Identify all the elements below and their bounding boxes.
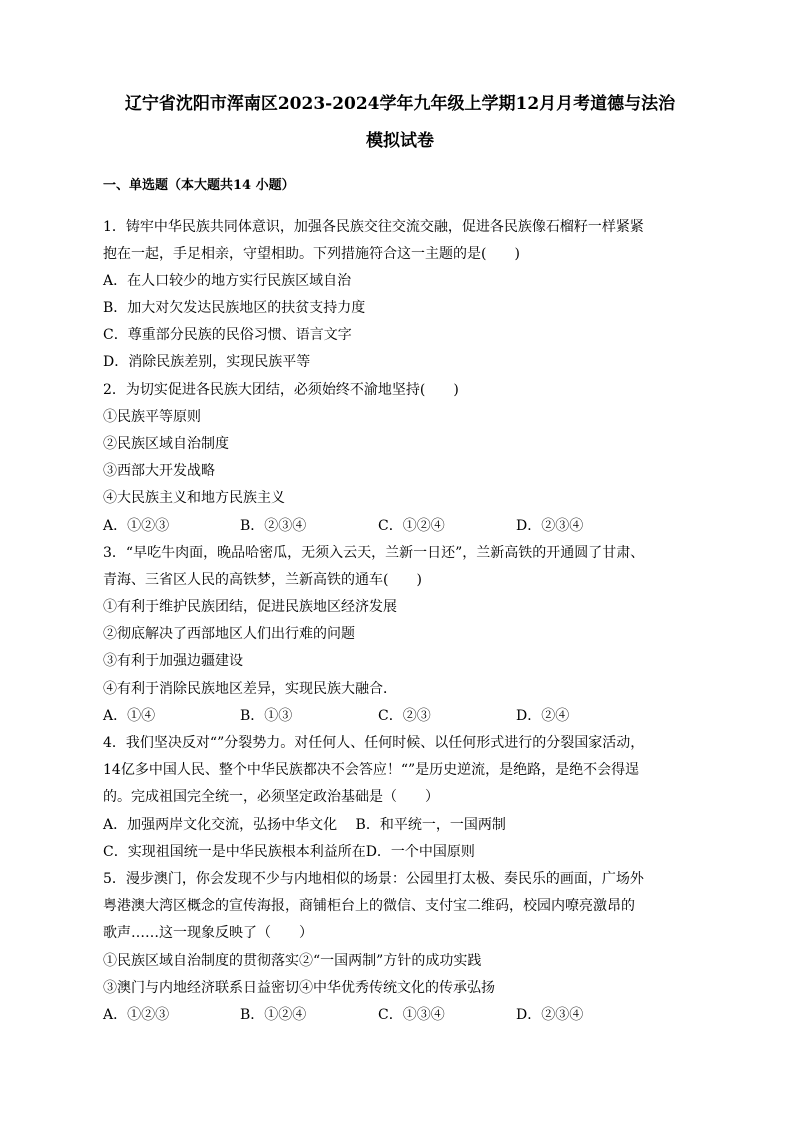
q3-item-1: ①有利于维护民族团结，促进民族地区经济发展 (103, 599, 397, 615)
q4-stem-line-3: 的。完成祖国完全统一，必须坚定政治基础是（ ） (103, 789, 439, 805)
q5-stem-line-2: 粤港澳大湾区概念的宣传海报，商铺柜台上的微信、支付宝二维码，校园内嘹亮激昂的 (103, 898, 635, 914)
q3-option-b: B．①③ (240, 708, 293, 724)
q1-stem-line-2: 抱在一起，手足相亲，守望相助。下列措施符合这一主题的是( ) (103, 246, 520, 262)
q5-option-d: D．②③④ (516, 1007, 584, 1023)
q2-option-d: D．②③④ (516, 518, 584, 534)
q5-option-b: B．①②④ (240, 1007, 307, 1023)
q3-option-d: D．②④ (516, 708, 570, 724)
q2-stem: 2．为切实促进各民族大团结，必须始终不渝地坚持( ) (103, 382, 459, 398)
q1-option-a: A．在人口较少的地方实行民族区域自治 (103, 273, 352, 289)
exam-title-line-1: 辽宁省沈阳市浑南区2023-2024学年九年级上学期12月月考道德与法治 (124, 94, 676, 114)
q5-option-a: A．①②③ (103, 1007, 170, 1023)
q2-item-4: ④大民族主义和地方民族主义 (103, 490, 285, 506)
q5-option-c: C．①③④ (378, 1007, 445, 1023)
section-heading: 一、单选题（本大题共14 小题） (103, 178, 295, 193)
q3-item-3: ③有利于加强边疆建设 (103, 653, 243, 669)
q3-option-a: A．①④ (103, 708, 156, 724)
q1-option-d: D．消除民族差别，实现民族平等 (103, 354, 311, 370)
q3-stem-line-2: 青海、三省区人民的高铁梦，兰新高铁的通车( ) (103, 572, 422, 588)
q2-item-3: ③西部大开发战略 (103, 463, 215, 479)
q4-stem-line-2: 14亿多中国人民、整个中华民族都决不会答应！“”是历史逆流，是绝路，是绝不会得逞 (103, 762, 640, 778)
q2-option-c: C．①②④ (378, 518, 445, 534)
q2-option-b: B．②③④ (240, 518, 307, 534)
q2-option-a: A．①②③ (103, 518, 170, 534)
q3-stem-line-1: 3．“早吃牛肉面，晚品哈密瓜，无须入云天，兰新一日还”，兰新高铁的开通圆了甘肃、 (103, 545, 645, 561)
q3-option-c: C．②③ (378, 708, 431, 724)
q2-item-2: ②民族区域自治制度 (103, 436, 229, 452)
q1-option-c: C．尊重部分民族的民俗习惯、语言文字 (103, 327, 352, 343)
q3-item-4: ④有利于消除民族地区差异，实现民族大融合． (103, 681, 397, 697)
q2-item-1: ①民族平等原则 (103, 409, 201, 425)
q1-stem-line-1: 1．铸牢中华民族共同体意识，加强各民族交往交流交融，促进各民族像石榴籽一样紧紧 (103, 219, 644, 235)
q3-item-2: ②彻底解决了西部地区人们出行难的问题 (103, 626, 355, 642)
q5-stem-line-3: 歌声……这一现象反映了（ ） (103, 925, 313, 941)
q4-options-cd: C．实现祖国统一是中华民族根本利益所在D．一个中国原则 (103, 844, 475, 860)
q5-items-1-2: ①民族区域自治制度的贯彻落实②“一国两制”方针的成功实践 (103, 953, 482, 969)
q5-items-3-4: ③澳门与内地经济联系日益密切④中华优秀传统文化的传承弘扬 (103, 980, 495, 996)
q5-stem-line-1: 5．漫步澳门，你会发现不少与内地相似的场景：公园里打太极、奏民乐的画面，广场外 (103, 871, 644, 887)
q1-option-b: B．加大对欠发达民族地区的扶贫支持力度 (103, 300, 366, 316)
q4-stem-line-1: 4．我们坚决反对“”分裂势力。对任何人、任何时候、以任何形式进行的分裂国家活动， (103, 735, 645, 751)
q4-options-ab: A．加强两岸文化交流，弘扬中华文化 B．和平统一，一国两制 (103, 817, 506, 833)
exam-title-line-2: 模拟试卷 (366, 131, 434, 151)
